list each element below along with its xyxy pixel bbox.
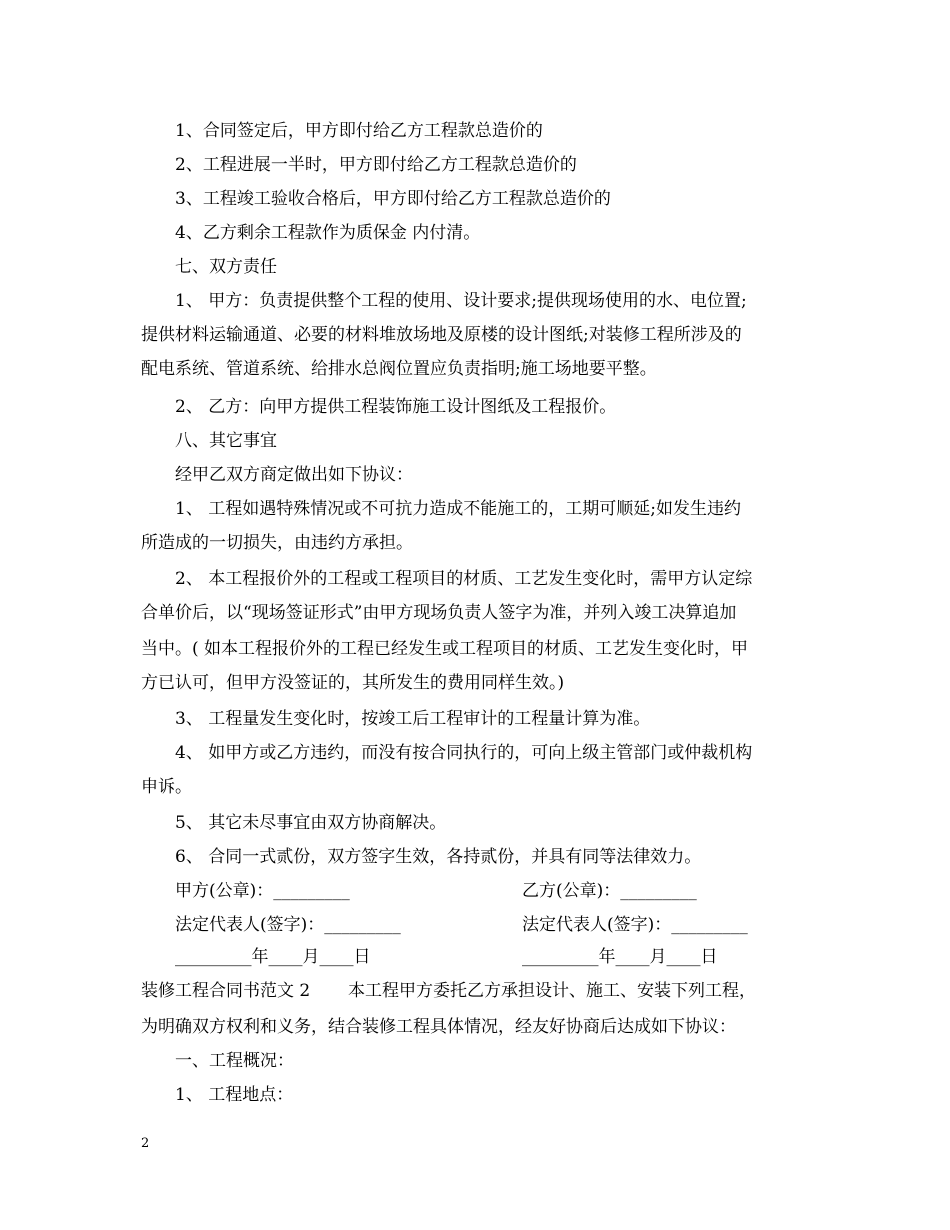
text-line: 3、 工程量发生变化时，按竣工后工程审计的工程量计算为准。 — [175, 709, 651, 729]
text-line: 1、 工程地点： — [175, 1085, 294, 1105]
text-line: 提供材料运输通道、必要的材料堆放场地及原楼的设计图纸;对装修工程所涉及的 — [141, 325, 742, 345]
text-line: 所造成的一切损失，由违约方承担。 — [141, 533, 413, 553]
page-number: 2 — [141, 1136, 150, 1151]
text-line: 装修工程合同书范文 2 本工程甲方委托乙方承担设计、施工、安装下列工程， — [141, 981, 757, 1001]
party-a-seal-field: 甲方(公章)：_________ — [175, 881, 350, 901]
text-line: 1、 工程如遇特殊情况或不可抗力造成不能施工的，工期可顺延;如发生违约 — [175, 499, 741, 519]
party-a-representative-field: 法定代表人(签字)：_________ — [175, 915, 401, 935]
section-heading: 七、双方责任 — [175, 257, 277, 277]
party-a-date-field: _________年____月____日 — [175, 947, 371, 967]
party-b-representative-field: 法定代表人(签字)：_________ — [522, 915, 748, 935]
text-line: 经甲乙双方商定做出如下协议： — [175, 465, 413, 485]
text-line: 3、工程竣工验收合格后，甲方即付给乙方工程款总造价的 — [175, 189, 611, 209]
text-line: 6、 合同一式贰份，双方签字生效，各持贰份，并具有同等法律效力。 — [175, 847, 702, 867]
section-heading: 八、其它事宜 — [175, 431, 277, 451]
text-line: 2、工程进展一半时，甲方即付给乙方工程款总造价的 — [175, 155, 577, 175]
text-line: 2、 本工程报价外的工程或工程项目的材质、工艺发生变化时，需甲方认定综 — [175, 569, 753, 589]
text-line: 合单价后，以“现场签证形式”由甲方现场负责人签字为准，并列入竣工决算追加 — [141, 603, 737, 623]
text-line: 为明确双方权利和义务，结合装修工程具体情况，经友好协商后达成如下协议： — [141, 1017, 736, 1037]
text-line: 1、合同签定后，甲方即付给乙方工程款总造价的 — [175, 121, 543, 141]
text-line: 4、乙方剩余工程款作为质保金 内付清。 — [175, 223, 481, 243]
party-b-date-field: _________年____月____日 — [522, 947, 718, 967]
section-heading: 一、工程概况： — [175, 1051, 294, 1071]
text-line: 5、 其它未尽事宜由双方协商解决。 — [175, 813, 447, 833]
text-line: 方已认可，但甲方没签证的，其所发生的费用同样生效。) — [141, 673, 565, 693]
text-line: 4、 如甲方或乙方违约，而没有按合同执行的，可向上级主管部门或仲裁机构 — [175, 743, 753, 763]
text-line: 配电系统、管道系统、给排水总阀位置应负责指明;施工场地要平整。 — [141, 359, 657, 379]
text-line: 1、 甲方：负责提供整个工程的使用、设计要求;提供现场使用的水、电位置; — [175, 291, 747, 311]
text-line: 当中。( 如本工程报价外的工程已经发生或工程项目的材质、工艺发生变化时，甲 — [141, 639, 749, 659]
text-line: 2、 乙方：向甲方提供工程装饰施工设计图纸及工程报价。 — [175, 397, 617, 417]
text-line: 申诉。 — [141, 777, 192, 797]
party-b-seal-field: 乙方(公章)：_________ — [522, 881, 697, 901]
